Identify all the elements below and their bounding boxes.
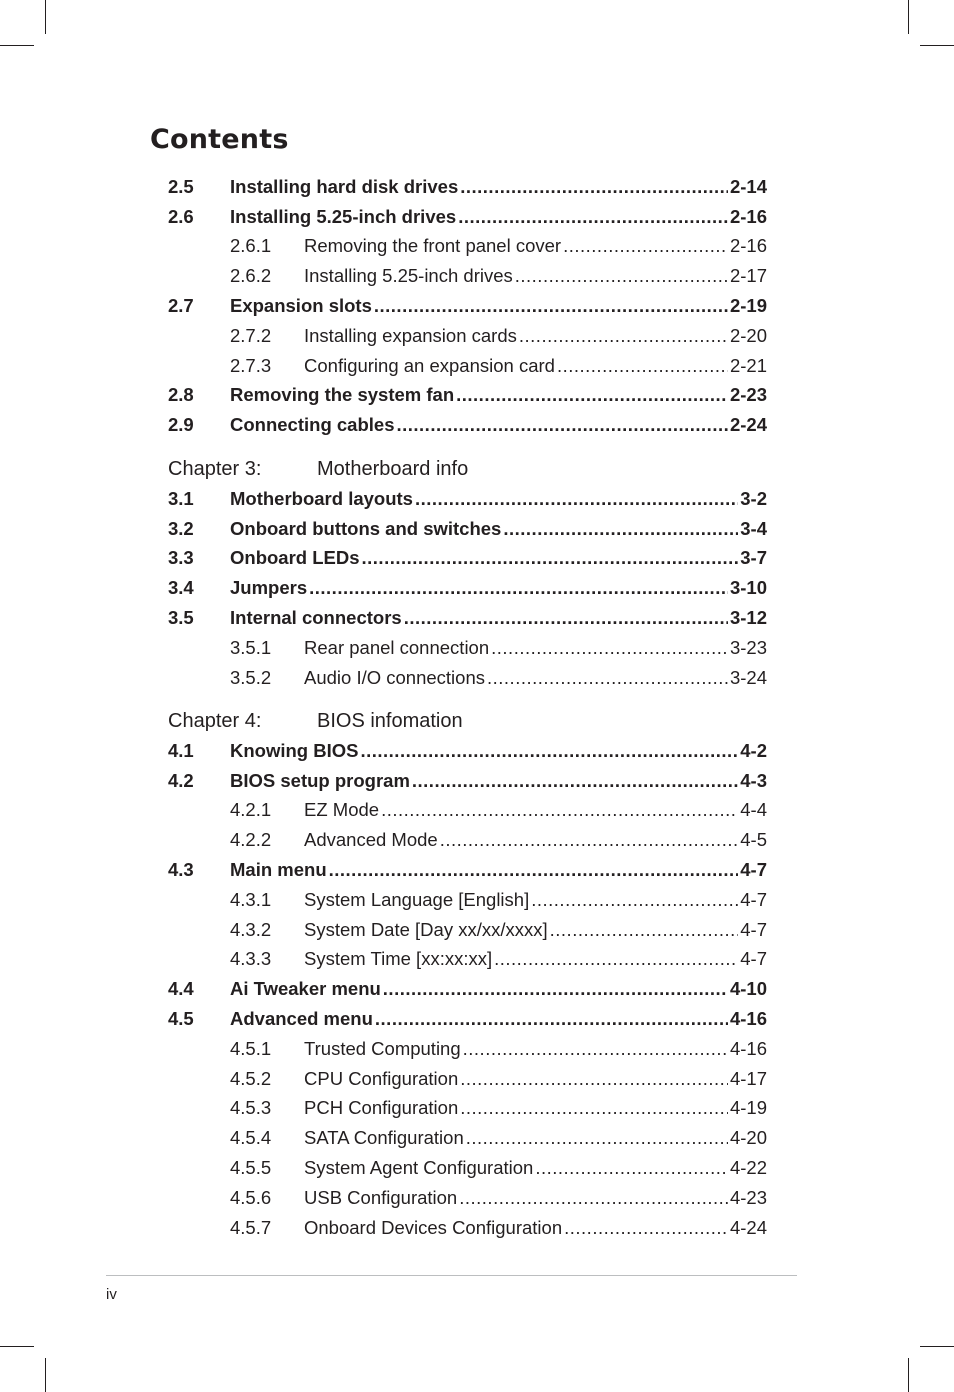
crop-mark — [0, 1346, 34, 1347]
dot-leader — [458, 207, 728, 227]
toc-entry-page: 3-12 — [729, 607, 767, 629]
toc-entry[interactable] — [168, 736, 767, 766]
toc-entry-line — [230, 207, 767, 227]
toc-entry-label: Configuring an expansion card — [304, 354, 555, 376]
toc-entry-number: 3.5.2 — [230, 666, 272, 688]
toc-entry-page: 3-2 — [740, 487, 767, 509]
toc-entry-label: System Language [English] — [304, 888, 530, 910]
dot-leader — [404, 608, 728, 628]
toc-entry[interactable] — [168, 825, 767, 855]
dot-leader — [460, 177, 728, 197]
toc-entry[interactable] — [168, 1183, 767, 1213]
toc-entry-number: 4.5.3 — [230, 1097, 272, 1119]
toc-entry-number: 2.5 — [168, 175, 194, 197]
toc-entry[interactable] — [168, 1034, 767, 1064]
toc-entry[interactable] — [168, 484, 767, 514]
toc-entry-number: 4.2.2 — [230, 829, 272, 851]
toc-entry-line — [304, 1128, 767, 1148]
toc-entry-line — [304, 326, 767, 346]
toc-entry-page: 4-3 — [740, 769, 767, 791]
toc-entry-label: Installing 5.25-inch drives — [230, 205, 457, 227]
toc-entry-page: 2-21 — [729, 354, 767, 376]
dot-leader — [456, 385, 728, 405]
chapter-number: Chapter 4: — [168, 710, 262, 732]
toc-entry[interactable] — [168, 945, 767, 975]
toc-entry-number: 4.1 — [168, 739, 194, 761]
toc-entry-number: 2.6 — [168, 205, 194, 227]
toc-entry-line — [230, 979, 767, 999]
crop-mark — [908, 0, 909, 34]
toc-entry-number: 4.5.5 — [230, 1157, 272, 1179]
toc-entry[interactable] — [168, 1094, 767, 1124]
dot-leader — [309, 578, 728, 598]
toc-entry-number: 2.7.2 — [230, 324, 272, 346]
chapter-number: Chapter 3: — [168, 458, 262, 480]
toc-entry-label: SATA Configuration — [304, 1127, 464, 1149]
toc-entry-label: Internal connectors — [230, 607, 402, 629]
dot-leader — [360, 741, 738, 761]
toc-entry-page: 2-16 — [729, 205, 767, 227]
toc-entry-number: 4.5.1 — [230, 1037, 272, 1059]
toc-entry-label: EZ Mode — [304, 799, 380, 821]
dot-leader — [459, 1188, 728, 1208]
toc-entry[interactable] — [168, 573, 767, 603]
page-title: Contents — [150, 124, 289, 155]
toc-entry-line — [230, 177, 767, 197]
toc-entry-line — [230, 489, 767, 509]
dot-leader — [466, 1128, 728, 1148]
toc-entry-line — [230, 519, 767, 539]
toc-entry-line — [304, 920, 767, 940]
toc-entry-page: 4-16 — [729, 1008, 767, 1030]
toc-entry-line — [304, 1069, 767, 1089]
toc-entry-page: 4-7 — [740, 948, 767, 970]
dot-leader — [519, 326, 728, 346]
toc-entry-number: 3.5.1 — [230, 636, 272, 658]
toc-entry[interactable] — [168, 1153, 767, 1183]
toc-entry-line — [304, 1188, 767, 1208]
toc-entry-number: 4.5.6 — [230, 1186, 272, 1208]
toc-entry-line — [230, 296, 767, 316]
toc-group-chapter-3 — [168, 484, 767, 693]
toc-entry-page: 4-10 — [729, 978, 767, 1000]
toc-entry-page: 2-20 — [729, 324, 767, 346]
toc-entry-page: 4-16 — [729, 1037, 767, 1059]
page-number: iv — [106, 1286, 117, 1303]
dot-leader — [487, 668, 728, 688]
toc-entry-label: System Date [Day xx/xx/xxxx] — [304, 918, 548, 940]
toc-entry-label: Ai Tweaker menu — [230, 978, 381, 1000]
toc-group-chapter-2 — [168, 172, 767, 440]
dot-leader — [381, 800, 738, 820]
toc-entry-label: Onboard Devices Configuration — [304, 1216, 563, 1238]
toc-entry-page: 4-5 — [740, 829, 767, 851]
toc-entry[interactable] — [168, 915, 767, 945]
toc-entry-number: 3.4 — [168, 577, 194, 599]
toc-entry-label: Main menu — [230, 859, 327, 881]
toc-entry-number: 4.5 — [168, 1008, 194, 1030]
toc-entry[interactable] — [168, 603, 767, 633]
dot-leader — [375, 1009, 728, 1029]
toc-entry-page: 2-14 — [729, 175, 767, 197]
toc-entry-label: Jumpers — [230, 577, 308, 599]
toc-entry-number: 4.2 — [168, 769, 194, 791]
toc-entry-label: BIOS setup program — [230, 769, 410, 791]
toc-entry-number: 4.3.1 — [230, 888, 272, 910]
toc-entry[interactable] — [168, 1123, 767, 1153]
toc-entry-page: 3-10 — [729, 577, 767, 599]
toc-entry-number: 4.3 — [168, 859, 194, 881]
toc-entry-number: 3.1 — [168, 487, 194, 509]
toc-entry-page: 2-24 — [729, 414, 767, 436]
toc-entry-line — [304, 949, 767, 969]
toc-entry-line — [304, 1218, 767, 1238]
toc-entry[interactable] — [168, 544, 767, 574]
dot-leader — [515, 266, 728, 286]
toc-entry-line — [304, 1098, 767, 1118]
toc-entry-page: 4-7 — [740, 918, 767, 940]
dot-leader — [503, 519, 738, 539]
toc-entry-page: 4-24 — [729, 1216, 767, 1238]
toc-entry-number: 3.2 — [168, 517, 194, 539]
toc-entry-line — [230, 1009, 767, 1029]
toc-entry[interactable] — [168, 885, 767, 915]
toc-entry-page: 4-23 — [729, 1186, 767, 1208]
toc-entry-page: 2-23 — [729, 384, 767, 406]
toc-entry-page: 3-7 — [740, 547, 767, 569]
toc-entry-line — [230, 608, 767, 628]
dot-leader — [463, 1039, 728, 1059]
dot-leader — [329, 860, 739, 880]
toc-entry-page: 4-2 — [740, 739, 767, 761]
dot-leader — [531, 890, 738, 910]
toc-entry[interactable] — [168, 202, 767, 232]
toc-entry-label: Connecting cables — [230, 414, 395, 436]
toc-entry-label: Onboard buttons and switches — [230, 517, 502, 539]
toc-entry[interactable] — [168, 633, 767, 663]
toc-entry-line — [304, 236, 767, 256]
toc-entry-line — [230, 385, 767, 405]
dot-leader — [460, 1098, 728, 1118]
toc-entry[interactable] — [168, 351, 767, 381]
toc-entry[interactable] — [168, 1213, 767, 1243]
footer-rule — [106, 1275, 797, 1276]
toc-entry-label: Removing the front panel cover — [304, 235, 562, 257]
toc-entry-label: System Time [xx:xx:xx] — [304, 948, 493, 970]
dot-leader — [412, 771, 738, 791]
toc-entry-line — [304, 890, 767, 910]
toc-entry-label: Expansion slots — [230, 295, 372, 317]
crop-mark — [0, 45, 34, 46]
toc-entry-number: 4.2.1 — [230, 799, 272, 821]
toc-entry-label: USB Configuration — [304, 1186, 458, 1208]
toc-entry-label: Audio I/O connections — [304, 666, 485, 688]
toc-entry-label: Advanced menu — [230, 1008, 373, 1030]
dot-leader — [460, 1069, 728, 1089]
toc-entry-label: Trusted Computing — [304, 1037, 461, 1059]
toc-entry-number: 4.4 — [168, 978, 194, 1000]
toc-entry[interactable] — [168, 855, 767, 885]
toc-entry-number: 4.5.2 — [230, 1067, 272, 1089]
toc-entry[interactable] — [168, 410, 767, 440]
toc-entry-line — [230, 860, 767, 880]
toc-entry-label: Advanced Mode — [304, 829, 438, 851]
toc-entry-line — [304, 668, 767, 688]
toc-entry-page: 3-23 — [729, 636, 767, 658]
toc-entry-label: PCH Configuration — [304, 1097, 459, 1119]
toc-entry[interactable] — [168, 381, 767, 411]
toc-entry-page: 2-19 — [729, 295, 767, 317]
toc-entry-number: 2.7 — [168, 295, 194, 317]
toc-entry-page: 4-17 — [729, 1067, 767, 1089]
toc-entry-page: 3-4 — [740, 517, 767, 539]
toc-entry-label: Removing the system fan — [230, 384, 455, 406]
toc-entry-page: 4-22 — [729, 1157, 767, 1179]
toc-entry[interactable] — [168, 796, 767, 826]
dot-leader — [440, 830, 739, 850]
toc-entry-label: Installing expansion cards — [304, 324, 517, 346]
toc-entry-label: Onboard LEDs — [230, 547, 360, 569]
dot-leader — [415, 489, 738, 509]
toc-entry-label: Installing hard disk drives — [230, 175, 459, 197]
toc-entry-line — [230, 771, 767, 791]
dot-leader — [362, 548, 739, 568]
toc-entry[interactable] — [168, 1064, 767, 1094]
toc-entry-line — [304, 638, 767, 658]
toc-entry-page: 2-16 — [729, 235, 767, 257]
toc-entry-number: 2.8 — [168, 384, 194, 406]
toc-entry[interactable] — [168, 232, 767, 262]
toc-entry-label: Knowing BIOS — [230, 739, 359, 761]
toc-entry-number: 4.5.4 — [230, 1127, 272, 1149]
toc-entry-page: 4-4 — [740, 799, 767, 821]
toc-entry-number: 3.3 — [168, 547, 194, 569]
toc-entry[interactable] — [168, 321, 767, 351]
toc-entry-line — [230, 578, 767, 598]
dot-leader — [535, 1158, 728, 1178]
toc-entry[interactable] — [168, 172, 767, 202]
dot-leader — [494, 949, 738, 969]
toc-entry-line — [304, 830, 767, 850]
crop-mark — [920, 1346, 954, 1347]
toc-entry-page: 3-24 — [729, 666, 767, 688]
dot-leader — [557, 356, 728, 376]
toc-entry-line — [230, 741, 767, 761]
toc-entry[interactable] — [168, 766, 767, 796]
toc-entry-page: 4-7 — [740, 888, 767, 910]
dot-leader — [550, 920, 739, 940]
dot-leader — [374, 296, 728, 316]
toc-entry-line — [230, 548, 767, 568]
toc-group-chapter-4 — [168, 736, 767, 1243]
dot-leader — [564, 1218, 728, 1238]
toc-entry-line — [304, 1158, 767, 1178]
toc-entry-line — [230, 415, 767, 435]
toc-entry[interactable] — [168, 514, 767, 544]
toc-entry-number: 2.7.3 — [230, 354, 272, 376]
toc-entry-page: 4-19 — [729, 1097, 767, 1119]
toc-entry-number: 2.6.1 — [230, 235, 272, 257]
toc-entry[interactable] — [168, 1004, 767, 1034]
toc-entry-line — [304, 356, 767, 376]
toc-entry-number: 4.3.2 — [230, 918, 272, 940]
toc-entry-number: 2.6.2 — [230, 265, 272, 287]
toc-entry-line — [304, 1039, 767, 1059]
toc-entry-line — [304, 800, 767, 820]
chapter-title: BIOS infomation — [317, 710, 463, 732]
toc-entry-number: 4.3.3 — [230, 948, 272, 970]
toc-entry-number: 3.5 — [168, 607, 194, 629]
toc-entry-label: Installing 5.25-inch drives — [304, 265, 513, 287]
toc-entry-label: Motherboard layouts — [230, 487, 413, 509]
crop-mark — [45, 0, 46, 34]
toc-entry-line — [304, 266, 767, 286]
chapter-title: Motherboard info — [317, 458, 469, 480]
dot-leader — [396, 415, 727, 435]
crop-mark — [908, 1358, 909, 1392]
toc-entry-page: 2-17 — [729, 265, 767, 287]
toc-entry-label: System Agent Configuration — [304, 1157, 534, 1179]
toc-entry-label: Rear panel connection — [304, 636, 490, 658]
toc-entry-page: 4-7 — [740, 859, 767, 881]
toc-entry-number: 2.9 — [168, 414, 194, 436]
toc-entry[interactable] — [168, 291, 767, 321]
toc-entry-number: 4.5.7 — [230, 1216, 272, 1238]
dot-leader — [491, 638, 728, 658]
dot-leader — [383, 979, 728, 999]
toc-entry[interactable] — [168, 663, 767, 693]
toc-entry[interactable] — [168, 974, 767, 1004]
toc-entry[interactable] — [168, 261, 767, 291]
toc-entry-label: CPU Configuration — [304, 1067, 459, 1089]
crop-mark — [45, 1358, 46, 1392]
crop-mark — [920, 45, 954, 46]
dot-leader — [563, 236, 728, 256]
toc-entry-page: 4-20 — [729, 1127, 767, 1149]
